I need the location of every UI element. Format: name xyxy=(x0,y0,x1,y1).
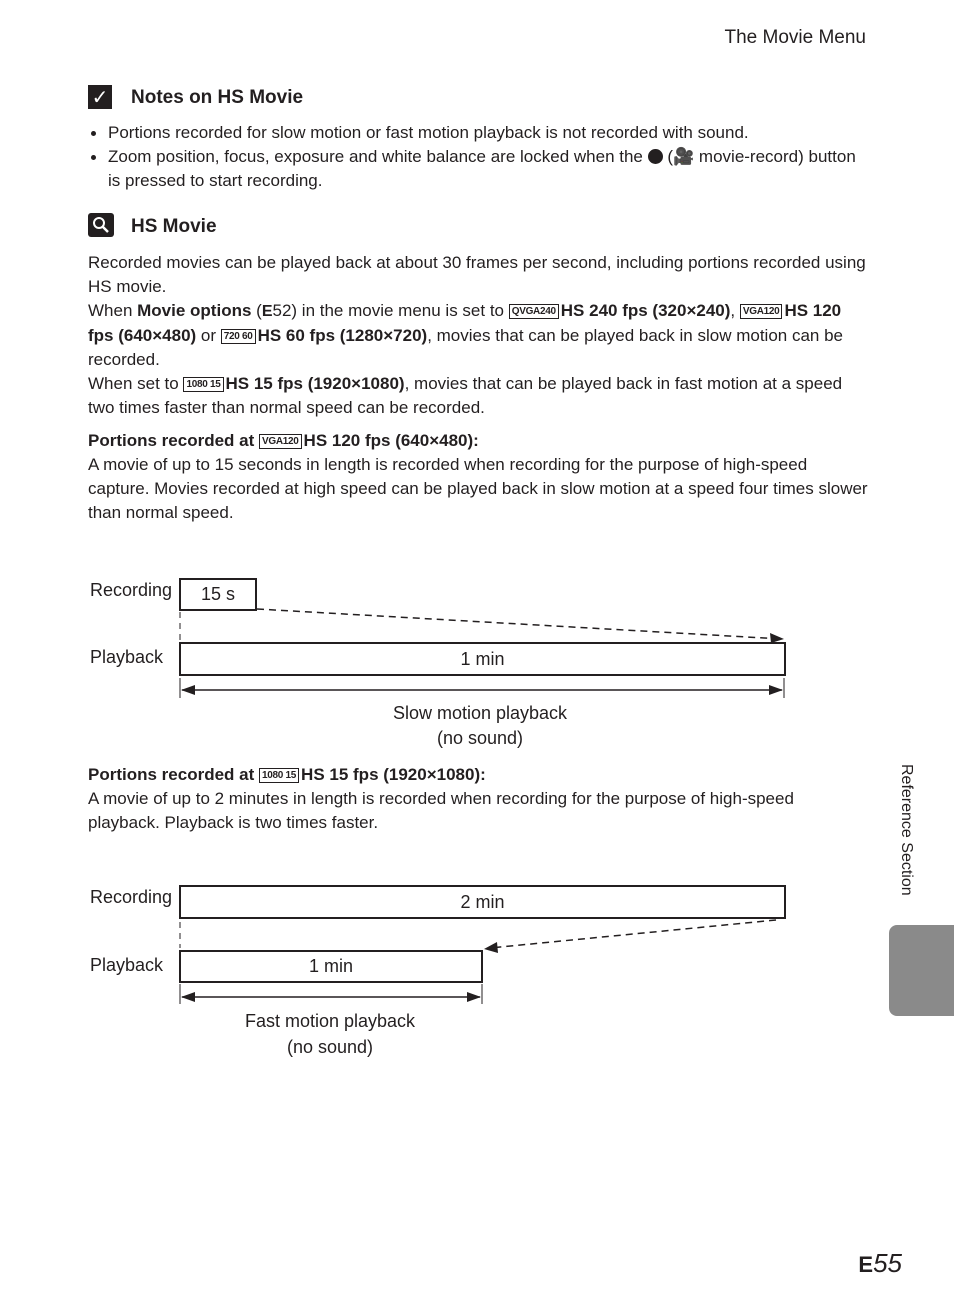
list-item xyxy=(88,121,868,145)
fast-section-body: A movie of up to 2 minutes in length is recorded when recording for the purpose of high-speed playback. Playback is two times faster. xyxy=(88,789,794,832)
bullet-text: button is pressed to start recording. xyxy=(108,147,856,190)
vga-120-icon: VGA120 xyxy=(740,304,783,319)
page-header-title: The Movie Menu xyxy=(724,27,866,48)
list-item: Zoom position, focus, exposure and white balance are locked when the (🎥 movie-record) button is pressed to start recording. xyxy=(88,145,868,193)
fast-section-heading: Portions recorded at 1080 15 HS 15 fps (1920×1080): xyxy=(88,765,486,784)
fhd-1080-15-icon: 1080 15 xyxy=(183,377,223,392)
vga-120-icon: VGA120 xyxy=(259,434,302,449)
slow-section-body: A movie of up to 15 seconds in length is recorded when recording for the purpose of high-speed capture. Movies recorded at high speed can be played back in slow motion at a speed four times slower than normal speed. xyxy=(88,455,868,522)
recording-label: Recording xyxy=(90,580,173,600)
reference-page-icon: E xyxy=(261,303,273,320)
fhd-1080-15-icon: 1080 15 xyxy=(259,768,299,783)
paragraph: When set to 1080 15 HS 15 fps (1920×1080), movies that can be played back in fast motion at a speed two times faster than normal speed can be recorded. xyxy=(88,374,843,417)
playback-bar: 1 min xyxy=(179,642,786,676)
playback-bar: 1 min xyxy=(179,950,483,983)
checkmark-icon: ✓ xyxy=(88,85,112,109)
hd-720-60-icon: 720 60 xyxy=(221,329,256,344)
side-section-label: Reference Section xyxy=(898,764,915,896)
hs-movie-body xyxy=(88,251,868,420)
bullet-text: Portions recorded for slow motion or fast motion playback is not recorded with sound. xyxy=(108,123,749,142)
playback-label: Playback xyxy=(90,647,164,667)
fast-section xyxy=(88,763,868,835)
bullet-text: Zoom position, focus, exposure and white balance are locked when the xyxy=(108,147,643,166)
recording-label: Recording xyxy=(90,887,173,907)
slow-section-heading: Portions recorded at VGA120 HS 120 fps (640×480): xyxy=(88,431,479,450)
movie-options-label: Movie options xyxy=(137,301,252,320)
movie-camera-icon: 🎥 xyxy=(673,147,695,166)
paragraph: When Movie options (E52) in the movie menu is set to QVGA240 HS 240 fps (320×240), VGA120 HS 120 fps (640×480) or 720 60 HS 60 fps (1280×720), movies that can be played back in slow motion can be recorded. xyxy=(88,301,843,369)
paragraph: Recorded movies can be played back at about 30 frames per second, including portions recorded using HS movie. xyxy=(88,253,866,296)
record-button-icon xyxy=(648,149,663,164)
fast-motion-caption: Fast motion playback (no sound) xyxy=(244,1011,416,1057)
section-tab xyxy=(889,925,954,1016)
page-number: E55 xyxy=(858,1248,902,1278)
fast-motion-diagram-lines xyxy=(170,910,800,1010)
recording-bar: 15 s xyxy=(179,578,257,611)
slow-motion-diagram-lines xyxy=(170,600,800,700)
slow-motion-caption: Slow motion playback (no sound) xyxy=(392,703,568,748)
notes-title: Notes on HS Movie xyxy=(131,87,304,108)
hint-magnifier-icon xyxy=(88,213,114,237)
reference-section-icon: E xyxy=(858,1252,874,1277)
slow-section xyxy=(88,429,868,525)
hs-movie-title: HS Movie xyxy=(131,216,217,237)
bullet-text: movie-record) xyxy=(698,147,804,166)
recording-bar: 2 min xyxy=(179,885,786,919)
notes-bullet-list xyxy=(88,121,868,193)
playback-label: Playback xyxy=(90,955,164,975)
qvga-240-icon: QVGA240 xyxy=(509,304,559,319)
